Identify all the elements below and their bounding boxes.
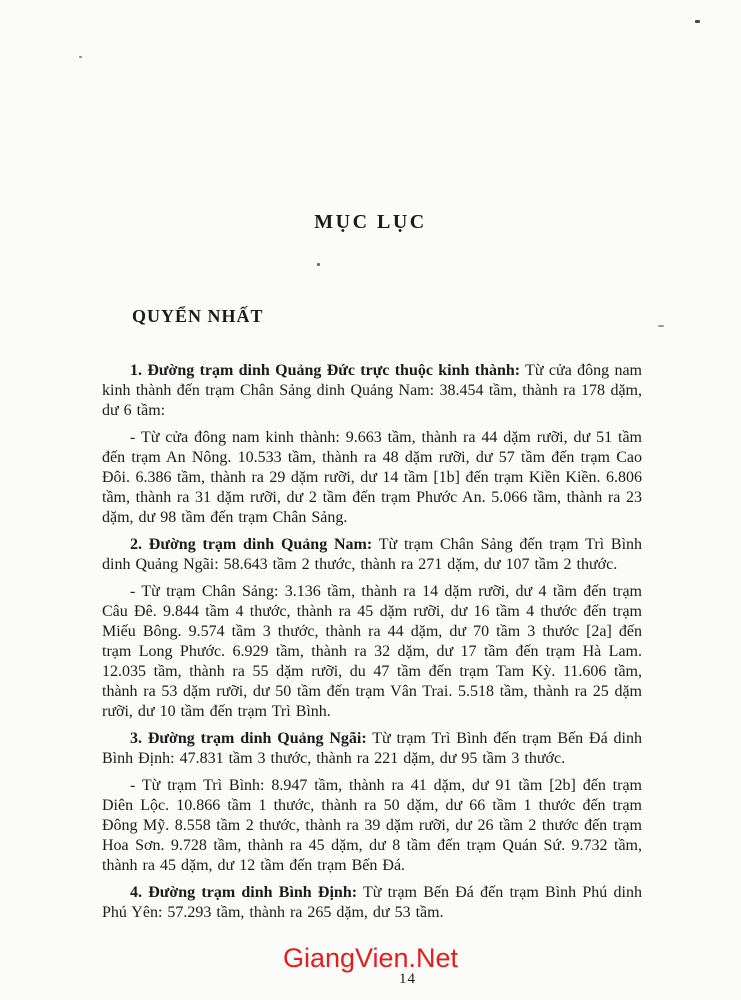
entry-text: - Từ trạm Trì Bình: 8.947 tầm, thành ra 41 dặm, dư 91 tầm [2b] đến trạm Diên Lộc. 10.866 tầm 1 thước, thành ra 50 dặm, dư 66 tầm 1 thước đến trạm Đông Mỹ. 8.558 tầm 2 thước, thành ra 39 dặm rưỡi, dư 26 tầm 2 thước đến trạm Hoa Sơn. 9.728 tầm, thành ra 45 dặm, dư 8 tầm đến trạm Quán Sứ. 9.732 tầm, thành ra 45 dặm, dư 12 tầm đến trạm Bến Đá.	[102, 777, 642, 874]
entry-heading: 3. Đường trạm dinh Quảng Ngãi:	[130, 730, 367, 747]
entry-text: Từ cửa đông nam kinh thành đến trạm Chân Sảng dinh Quảng Nam: 38.454 tầm, thành ra 178 dặm, dư 6 tầm:	[102, 362, 642, 419]
page-number: 14	[399, 971, 416, 987]
scan-speck	[79, 56, 82, 58]
volume-heading: QUYỂN NHẤT	[132, 306, 264, 326]
entry-heading: 2. Đường trạm dinh Quảng Nam:	[130, 536, 373, 553]
entry-heading: 4. Đường trạm dinh Bình Định:	[130, 884, 358, 901]
watermark-text: GiangVien.Net	[282, 943, 459, 973]
toc-entry	[102, 535, 642, 575]
toc-entry-detail	[102, 582, 642, 722]
entry-heading: 1. Đường trạm dinh Quảng Đức trực thuộc kinh thành:	[130, 362, 521, 379]
toc-entry	[102, 729, 642, 769]
page-title: MỤC LỤC	[314, 211, 427, 233]
entry-text: - Từ trạm Chân Sảng: 3.136 tầm, thành ra 14 dặm rưỡi, dư 4 tầm đến trạm Câu Đê. 9.844 tầm 4 thước, thành ra 45 dặm rưỡi, dư 16 tầm 4 thước đến trạm Miếu Bông. 9.574 tầm 3 thước, thành ra 44 dặm, dư 70 tầm 3 thước [2a] đến trạm Long Phước. 6.929 tầm, thành ra 32 dặm, dư 17 tầm đến trạm Hà Lam. 12.035 tầm, thành ra 55 dặm rưỡi, du 47 tầm đến trạm Tam Kỳ. 11.606 tầm, thành ra 53 dặm rưỡi, dư 50 tầm đến trạm Vân Trai. 5.518 tầm, thành ra 25 dặm rưỡi, dư 10 tầm đến trạm Trì Bình.	[102, 583, 642, 720]
scan-speck	[695, 20, 700, 23]
entry-text: Từ trạm Bến Đá đến trạm Bình Phú dinh Phú Yên: 57.293 tầm, thành ra 265 dặm, dư 53 tầm.	[102, 884, 642, 921]
toc-entry	[102, 883, 642, 923]
entry-text: - Từ cửa đông nam kinh thành: 9.663 tầm, thành ra 44 dặm rưỡi, dư 51 tầm đến trạm An Nông. 10.533 tầm, thành ra 48 dặm rưỡi, dư 57 tầm đến trạm Cao Đôi. 6.386 tầm, thành ra 29 dặm rưỡi, dư 14 tầm [1b] đến trạm Kiền Kiền. 6.806 tầm, thành ra 31 dặm rưỡi, dư 2 tầm đến trạm Phước An. 5.066 tầm, thành ra 23 dặm, dư 98 tầm đến trạm Chân Sảng.	[102, 429, 642, 526]
entry-text: Từ trạm Trì Bình đến trạm Bến Đá dinh Bình Định: 47.831 tầm 3 thước, thành ra 221 dặm, dư 95 tầm 3 thước.	[102, 730, 642, 767]
toc-entry	[102, 361, 642, 421]
scan-speck	[317, 263, 320, 266]
scan-speck	[658, 325, 664, 327]
toc-body	[102, 361, 642, 930]
entry-text: Từ trạm Chân Sảng đến trạm Trì Bình dinh Quảng Ngãi: 58.643 tầm 2 thước, thành ra 271 dặm, dư 107 tầm 2 thước.	[102, 536, 643, 573]
toc-entry-detail	[102, 428, 642, 528]
toc-entry-detail	[102, 776, 642, 876]
